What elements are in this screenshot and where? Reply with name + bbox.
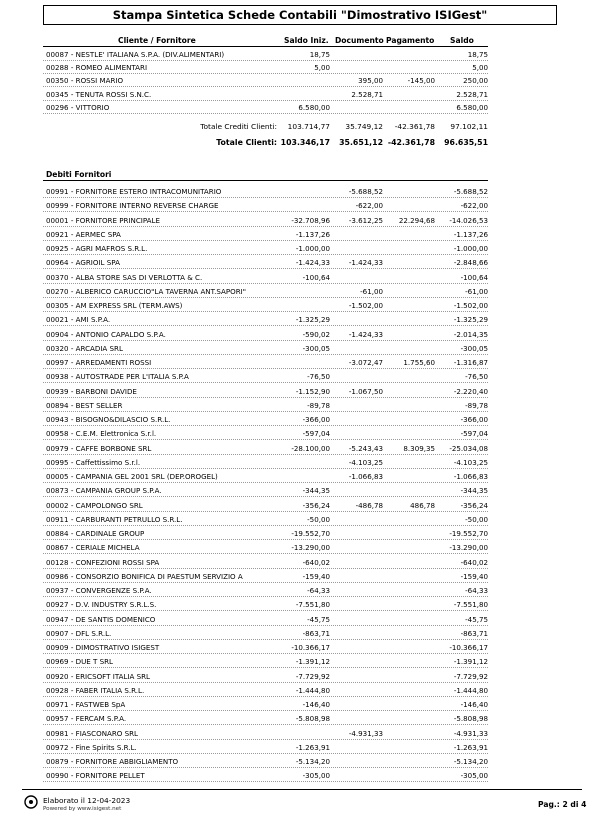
row-saldo-iniz: -5.134,20 [295,757,330,766]
row-name: 00001 - FORNITORE PRINCIPALE [46,215,160,225]
row-saldo-iniz: -76,50 [307,372,330,382]
row-saldo: -7.729,92 [453,671,488,681]
row-saldo: -5.808,98 [453,714,488,724]
table-row [43,698,488,711]
table-row [43,242,488,255]
totale-crediti-label: Totale Crediti Clienti: [200,122,277,131]
row-name: 00943 - BISOGNO&DILASCIO S.R.L. [46,415,171,424]
row-saldo-iniz: -356,24 [302,500,330,510]
table-row [43,769,488,782]
row-documento: -3.612,25 [348,215,383,225]
row-saldo-iniz: -89,78 [307,400,330,410]
row-name: 00909 - DIMOSTRATIVO ISIGEST [46,643,160,652]
row-name: 00288 - ROMEO ALIMENTARI [46,63,148,73]
table-row [43,556,488,569]
row-saldo: -1.502,00 [453,301,488,310]
row-name: 00964 - AGRIOIL SPA [46,258,120,268]
row-name: 00021 - AMI S.P.A. [46,315,111,325]
column-header-saldo-iniz: Saldo Iniz. [284,36,329,45]
table-row [43,271,488,284]
table-row [43,456,488,469]
row-saldo-iniz: -1.444,80 [295,685,330,695]
totale-clienti-label: Totale Clienti: [216,138,277,147]
row-name: 00986 - CONSORZIO BONIFICA DI PAESTUM SERVIZIO A [46,571,243,581]
row-saldo-iniz: -64,33 [307,586,330,595]
table-row [43,613,488,626]
row-name: 00981 - FIASCONARO SRL [46,728,139,738]
row-name: 00002 - CAMPOLONGO SRL [46,500,143,510]
row-saldo-iniz: -19.552,70 [291,529,330,538]
row-saldo-iniz: -344,35 [302,486,330,496]
row-saldo-iniz: -5.808,98 [295,714,330,724]
row-saldo-iniz: -1.152,90 [295,386,330,396]
row-saldo-iniz: -1.000,00 [295,244,330,253]
table-row [43,641,488,654]
row-documento: 395,00 [358,76,383,86]
section-title-debiti-fornitori: Debiti Fornitori [46,170,112,179]
row-saldo: 250,00 [463,76,488,86]
totale-clienti-saldo: 96.635,51 [444,138,488,147]
row-saldo: 5,00 [472,63,488,73]
row-documento: -5.243,43 [348,443,383,453]
row-name: 00997 - ARREDAMENTI ROSSI [46,358,152,367]
row-saldo: -10.366,17 [449,643,488,652]
table-row [43,527,488,540]
row-name: 00894 - BEST SELLER [46,400,123,410]
row-saldo: -146,40 [460,700,488,709]
table-row [43,88,488,101]
row-saldo-iniz: -640,02 [302,557,330,567]
row-documento: -4.103,25 [348,457,383,467]
row-name: 00911 - CARBURANTI PETRULLO S.R.L. [46,514,183,524]
row-name: 00270 - ALBERICO CARUCCIO"LA TAVERNA ANT.SAPORI" [46,286,246,296]
row-name: 00972 - Fine Spirits S.R.L. [46,742,137,752]
table-row [43,484,488,497]
row-saldo: -305,00 [460,771,488,781]
row-documento: -4.931,33 [348,728,383,738]
table-row [43,299,488,312]
row-saldo-iniz: -146,40 [302,700,330,709]
row-name: 00925 - AGRI MAFROS S.R.L. [46,244,148,253]
row-saldo: -1.137,26 [453,229,488,239]
row-name: 00939 - BARBONI DAVIDE [46,386,137,396]
row-name: 00995 - Caffettissimo S.r.l. [46,457,141,467]
row-saldo: -1.000,00 [453,244,488,253]
row-saldo: 2.528,71 [456,89,488,99]
row-saldo-iniz: 18,75 [309,50,330,59]
totale-crediti-saldo: 97.102,11 [450,122,488,131]
table-row [43,199,488,212]
table-row [43,584,488,597]
table-row [43,541,488,554]
column-header-cliente: Cliente / Fornitore [118,36,196,45]
table-row [43,48,488,61]
table-row [43,256,488,269]
row-name: 00296 - VITTORIO [46,102,110,112]
row-name: 00991 - FORNITORE ESTERO INTRACOMUNITARIO [46,187,222,196]
row-saldo-iniz: -13.290,00 [291,543,330,553]
table-row [43,684,488,697]
row-pagamento: 1.755,60 [403,358,435,367]
row-saldo-iniz: -159,40 [302,571,330,581]
row-saldo-iniz: -1.424,33 [295,258,330,268]
header-divider [43,46,488,47]
table-row [43,342,488,355]
table-row [43,727,488,740]
row-saldo: 6.580,00 [456,102,488,112]
row-name: 00958 - C.E.M. Elettronica S.r.l. [46,429,157,439]
row-name: 00971 - FASTWEB SpA [46,700,126,709]
row-documento: -1.424,33 [348,329,383,339]
row-saldo: -89,78 [465,400,488,410]
row-saldo: -5.134,20 [453,757,488,766]
row-documento: 2.528,71 [351,89,383,99]
totale-crediti-pag: -42.361,78 [394,122,435,131]
table-row [43,741,488,754]
row-documento: -486,78 [355,500,383,510]
row-saldo-iniz: -10.366,17 [291,643,330,652]
row-pagamento: -145,00 [407,76,435,86]
column-header-pagamento: Pagamento [386,36,435,45]
row-saldo: -1.066,83 [453,472,488,481]
footer-powered-by: Powered by www.isigest.net [43,806,122,812]
table-row [43,228,488,241]
totale-crediti-doc: 35.749,12 [345,122,383,131]
totale-clienti-doc: 35.651,12 [339,138,383,147]
row-saldo: -863,71 [460,628,488,638]
table-row [43,285,488,298]
row-saldo-iniz: 5,00 [314,63,330,73]
row-saldo: -1.444,80 [453,685,488,695]
row-name: 00345 - TENUTA ROSSI S.N.C. [46,89,152,99]
row-name: 00928 - FABER ITALIA S.R.L. [46,685,145,695]
row-name: 00873 - CAMPANIA GROUP S.P.A. [46,486,162,496]
table-row [43,755,488,768]
table-row [43,627,488,640]
row-saldo: -2.014,35 [453,329,488,339]
row-saldo: -622,00 [460,201,488,211]
row-saldo-iniz: -1.263,91 [295,742,330,752]
report-title: Stampa Sintetica Schede Contabili "Dimostrativo ISIGest" [112,8,488,22]
row-saldo-iniz: -50,00 [307,514,330,524]
row-documento: -1.424,33 [348,258,383,268]
table-row [43,712,488,725]
row-saldo-iniz: -45,75 [307,614,330,624]
totale-crediti-iniz: 103.714,77 [287,122,330,131]
footer-divider [22,789,582,790]
table-row [43,513,488,526]
row-documento: -61,00 [360,286,383,296]
row-saldo: -13.290,00 [449,543,488,553]
row-name: 00305 - AM EXPRESS SRL (TERM.AWS) [46,301,183,310]
row-saldo: -76,50 [465,372,488,382]
row-saldo-iniz: -1.391,12 [295,657,330,667]
row-saldo-iniz: -28.100,00 [291,443,330,453]
section-divider [43,180,488,181]
row-name: 00937 - CONVERGENZE S.P.A. [46,586,152,595]
table-row [43,356,488,369]
table-row [43,470,488,483]
table-row [43,313,488,326]
row-documento: -5.688,52 [348,187,383,196]
row-saldo: -4.931,33 [453,728,488,738]
table-row [43,442,488,455]
table-row [43,499,488,512]
table-row [43,185,488,198]
table-row [43,670,488,683]
row-name: 00350 - ROSSI MARIO [46,76,124,86]
table-row [43,570,488,583]
table-row [43,655,488,668]
row-saldo: -61,00 [465,286,488,296]
totale-clienti-pag: -42.361,78 [387,138,435,147]
row-saldo-iniz: -597,04 [302,429,330,439]
row-saldo: -25.034,08 [449,443,488,453]
row-pagamento: 486,78 [410,500,435,510]
row-saldo-iniz: -100,64 [302,272,330,282]
table-row [43,74,488,87]
row-name: 00979 - CAFFE BORBONE SRL [46,443,152,453]
row-saldo: -366,00 [460,415,488,424]
row-name: 00920 - ERICSOFT ITALIA SRL [46,671,150,681]
row-saldo: -7.551,80 [453,600,488,610]
report-title-box [43,5,557,25]
row-saldo-iniz: 6.580,00 [298,102,330,112]
row-name: 00879 - FORNITORE ABBIGLIAMENTO [46,757,179,766]
row-saldo: -5.688,52 [453,187,488,196]
table-row [43,61,488,74]
row-name: 00128 - CONFEZIONI ROSSI SPA [46,557,160,567]
row-name: 00957 - FERCAM S.P.A. [46,714,127,724]
row-saldo: -19.552,70 [449,529,488,538]
table-row [43,385,488,398]
row-saldo-iniz: -366,00 [302,415,330,424]
row-documento: -622,00 [355,201,383,211]
row-name: 00947 - DE SANTIS DOMENICO [46,614,156,624]
row-saldo-iniz: -305,00 [302,771,330,781]
row-documento: -3.072,47 [348,358,383,367]
row-name: 00867 - CERIALE MICHELA [46,543,140,553]
row-saldo: -2.848,66 [453,258,488,268]
row-name: 00927 - D.V. INDUSTRY S.R.L.S. [46,600,157,610]
row-saldo-iniz: -863,71 [302,628,330,638]
row-saldo: -2.220,40 [453,386,488,396]
isigest-logo-icon [24,795,38,809]
row-saldo: -300,05 [460,343,488,353]
row-saldo-iniz: -300,05 [302,343,330,353]
row-name: 00907 - DFL S.R.L. [46,628,112,638]
table-row [43,214,488,227]
row-saldo: -1.316,87 [453,358,488,367]
table-row [43,399,488,412]
row-documento: -1.066,83 [348,472,383,481]
footer-page-number: Pag.: 2 di 4 [538,800,587,809]
row-saldo: -640,02 [460,557,488,567]
row-documento: -1.067,50 [348,386,383,396]
row-name: 00938 - AUTOSTRADE PER L'ITALIA S.P.A [46,372,189,382]
row-saldo: -50,00 [465,514,488,524]
row-pagamento: 22.294,68 [398,215,435,225]
row-saldo-iniz: -7.729,92 [295,671,330,681]
row-name: 00990 - FORNITORE PELLET [46,771,145,781]
row-saldo-iniz: -1.325,29 [295,315,330,325]
row-documento: -1.502,00 [348,301,383,310]
row-saldo: -344,35 [460,486,488,496]
row-saldo: -14.026,53 [449,215,488,225]
table-row [43,101,488,114]
row-saldo: -45,75 [465,614,488,624]
row-name: 00370 - ALBA STORE SAS DI VERLOTTA & C. [46,272,203,282]
totale-clienti-iniz: 103.346,17 [280,138,330,147]
row-name: 00320 - ARCADIA SRL [46,343,123,353]
column-header-documento: Documento [335,36,384,45]
row-name: 00969 - DUE T SRL [46,657,113,667]
row-name: 00904 - ANTONIO CAPALDO S.P.A. [46,329,166,339]
column-header-saldo: Saldo [450,36,474,45]
footer-elaborato: Elaborato il 12-04-2023 [43,796,131,805]
row-saldo: -356,24 [460,500,488,510]
row-name: 00005 - CAMPANIA GEL 2001 SRL (DEP.OROGEL) [46,472,218,481]
row-saldo: -64,33 [465,586,488,595]
row-saldo-iniz: -32.708,96 [291,215,330,225]
row-saldo-iniz: -590,02 [302,329,330,339]
table-row [43,427,488,440]
row-saldo-iniz: -1.137,26 [295,229,330,239]
row-saldo: -4.103,25 [453,457,488,467]
row-saldo: -159,40 [460,571,488,581]
row-name: 00999 - FORNITORE INTERNO REVERSE CHARGE [46,201,219,211]
row-saldo: -1.325,29 [453,315,488,325]
row-saldo: -1.263,91 [453,742,488,752]
row-saldo: -597,04 [460,429,488,439]
row-name: 00921 - AERMEC SPA [46,229,121,239]
row-saldo: 18,75 [467,50,488,59]
table-row [43,598,488,611]
table-row [43,328,488,341]
table-row [43,370,488,383]
row-name: 00087 - NESTLE' ITALIANA S.P.A. (DIV.ALIMENTARI) [46,50,225,59]
row-pagamento: 8.309,35 [403,443,435,453]
row-saldo-iniz: -7.551,80 [295,600,330,610]
row-name: 00884 - CARDINALE GROUP [46,529,145,538]
row-saldo: -100,64 [460,272,488,282]
row-saldo: -1.391,12 [453,657,488,667]
table-row [43,413,488,426]
